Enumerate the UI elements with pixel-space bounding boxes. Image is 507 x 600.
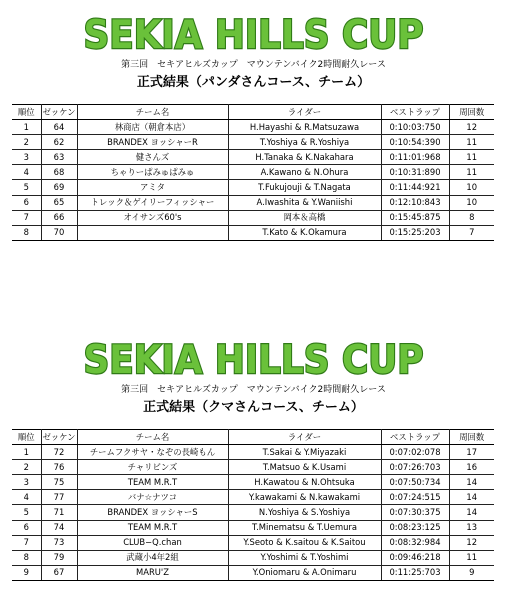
riders-cell: T.Yoshiya & R.Yoshiya <box>228 135 381 150</box>
team-cell: BRANDEX ヨッシャーR <box>77 135 228 150</box>
team-cell: 健さんズ <box>77 150 228 165</box>
riders-cell: H.Tanaka & K.Nakahara <box>228 150 381 165</box>
laps-cell: 14 <box>449 475 494 490</box>
laps-cell: 9 <box>449 565 494 580</box>
bib-cell: 65 <box>41 195 77 210</box>
table-row <box>12 565 494 580</box>
table-row <box>12 445 494 460</box>
riders-cell: H.Kawatou & N.Ohtsuka <box>228 475 381 490</box>
laps-cell: 13 <box>449 520 494 535</box>
best-lap-cell: 0:08:32:984 <box>381 535 449 550</box>
table-row <box>12 460 494 475</box>
col-header-rank: 順位 <box>12 105 41 120</box>
col-header-best-lap: ベストラップ <box>381 430 449 445</box>
team-cell: トレック＆ゲイリーフィッシャー <box>77 195 228 210</box>
team-cell: チャリビンズ <box>77 460 228 475</box>
laps-cell: 17 <box>449 445 494 460</box>
table-row <box>12 150 494 165</box>
bib-cell: 74 <box>41 520 77 535</box>
table-header-row <box>12 430 494 445</box>
laps-cell: 11 <box>449 135 494 150</box>
best-lap-cell: 0:11:25:703 <box>381 565 449 580</box>
team-cell: アミタ <box>77 180 228 195</box>
rank-cell: 3 <box>12 475 41 490</box>
table-row <box>12 165 494 180</box>
rank-cell: 2 <box>12 135 41 150</box>
bib-cell: 71 <box>41 505 77 520</box>
riders-cell: T.Sakai & Y.Miyazaki <box>228 445 381 460</box>
bib-cell: 75 <box>41 475 77 490</box>
bib-cell: 76 <box>41 460 77 475</box>
best-lap-cell: 0:07:26:703 <box>381 460 449 475</box>
riders-cell: Y.Oniomaru & A.Onimaru <box>228 565 381 580</box>
best-lap-cell: 0:08:23:125 <box>381 520 449 535</box>
rank-cell: 8 <box>12 225 41 240</box>
results-heading: 正式結果（パンダさんコース、チーム） <box>136 75 371 90</box>
table-row <box>12 135 494 150</box>
bib-cell: 67 <box>41 565 77 580</box>
rank-cell: 3 <box>12 150 41 165</box>
table-header-row <box>12 105 494 120</box>
rank-cell: 5 <box>12 180 41 195</box>
table-row <box>12 195 494 210</box>
results-heading: 正式結果（クマさんコース、チーム） <box>143 400 364 415</box>
best-lap-cell: 0:07:24:515 <box>381 490 449 505</box>
best-lap-cell: 0:10:03:750 <box>381 120 449 135</box>
rank-cell: 4 <box>12 490 41 505</box>
bib-cell: 62 <box>41 135 77 150</box>
table-row <box>12 180 494 195</box>
laps-cell: 11 <box>449 550 494 565</box>
riders-cell: T.Fukujouji & T.Nagata <box>228 180 381 195</box>
table-row <box>12 475 494 490</box>
riders-cell: T.Minematsu & T.Uemura <box>228 520 381 535</box>
rank-cell: 9 <box>12 565 41 580</box>
riders-cell: Y.kawakami & N.kawakami <box>228 490 381 505</box>
race-subtitle: 第三回 セキアヒルズカップ マウンテンバイク2時間耐久レース <box>121 385 386 395</box>
col-header-team: チーム名 <box>77 105 228 120</box>
col-header-rank: 順位 <box>12 430 41 445</box>
best-lap-cell: 0:07:50:734 <box>381 475 449 490</box>
riders-cell: 岡本＆高橋 <box>228 210 381 225</box>
laps-cell: 11 <box>449 150 494 165</box>
table-row <box>12 490 494 505</box>
bib-cell: 63 <box>41 150 77 165</box>
best-lap-cell: 0:10:31:890 <box>381 165 449 180</box>
riders-cell: Y.Yoshimi & T.Yoshimi <box>228 550 381 565</box>
riders-cell: T.Kato & K.Okamura <box>228 225 381 240</box>
bib-cell: 68 <box>41 165 77 180</box>
best-lap-cell: 0:15:45:875 <box>381 210 449 225</box>
bib-cell: 66 <box>41 210 77 225</box>
table-row <box>12 520 494 535</box>
logo-graphic <box>0 333 507 383</box>
laps-cell: 12 <box>449 120 494 135</box>
logo-text: SEKIA HILLS CUP <box>83 13 424 58</box>
laps-cell: 12 <box>449 535 494 550</box>
laps-cell: 16 <box>449 460 494 475</box>
team-cell: バナ☆ナツコ <box>77 490 228 505</box>
bib-cell: 70 <box>41 225 77 240</box>
col-header-bib: ゼッケン <box>41 105 77 120</box>
bib-cell: 72 <box>41 445 77 460</box>
table-row <box>12 505 494 520</box>
best-lap-cell: 0:09:46:218 <box>381 550 449 565</box>
bib-cell: 73 <box>41 535 77 550</box>
rank-cell: 2 <box>12 460 41 475</box>
team-cell: BRANDEX ヨッシャーS <box>77 505 228 520</box>
best-lap-cell: 0:11:44:921 <box>381 180 449 195</box>
rank-cell: 6 <box>12 195 41 210</box>
laps-cell: 14 <box>449 490 494 505</box>
bib-cell: 77 <box>41 490 77 505</box>
best-lap-cell: 0:07:30:375 <box>381 505 449 520</box>
col-header-best-lap: ベストラップ <box>381 105 449 120</box>
laps-cell: 8 <box>449 210 494 225</box>
best-lap-cell: 0:10:54:390 <box>381 135 449 150</box>
event-logo <box>0 333 507 383</box>
team-cell <box>77 225 228 240</box>
table-row <box>12 210 494 225</box>
col-header-riders: ライダー <box>228 105 381 120</box>
rank-cell: 8 <box>12 550 41 565</box>
bib-cell: 64 <box>41 120 77 135</box>
rank-cell: 1 <box>12 445 41 460</box>
best-lap-cell: 0:11:01:968 <box>381 150 449 165</box>
bib-cell: 69 <box>41 180 77 195</box>
team-cell: MARU'Z <box>77 565 228 580</box>
riders-cell: A.Kawano & N.Ohura <box>228 165 381 180</box>
results-table <box>12 429 494 581</box>
riders-cell: Y.Seoto & K.saitou & K.Saitou <box>228 535 381 550</box>
laps-cell: 10 <box>449 180 494 195</box>
laps-cell: 14 <box>449 505 494 520</box>
team-cell: 武蔵小4年2組 <box>77 550 228 565</box>
team-cell: TEAM M.R.T <box>77 520 228 535</box>
team-cell: ちゃりーぱみゅぱみゅ <box>77 165 228 180</box>
best-lap-cell: 0:12:10:843 <box>381 195 449 210</box>
col-header-team: チーム名 <box>77 430 228 445</box>
team-cell: CLUB−Q.chan <box>77 535 228 550</box>
rank-cell: 5 <box>12 505 41 520</box>
team-cell: TEAM M.R.T <box>77 475 228 490</box>
col-header-riders: ライダー <box>228 430 381 445</box>
table-row <box>12 120 494 135</box>
riders-cell: A.Iwashita & Y.Waniishi <box>228 195 381 210</box>
team-cell: 林商店（朝倉本店） <box>77 120 228 135</box>
table-row <box>12 535 494 550</box>
table-row <box>12 550 494 565</box>
best-lap-cell: 0:07:02:078 <box>381 445 449 460</box>
team-cell: チームフクサヤ・なぞの長崎もん <box>77 445 228 460</box>
best-lap-cell: 0:15:25:203 <box>381 225 449 240</box>
event-logo <box>0 8 507 58</box>
table-row <box>12 225 494 240</box>
riders-cell: T.Matsuo & K.Usami <box>228 460 381 475</box>
rank-cell: 6 <box>12 520 41 535</box>
laps-cell: 10 <box>449 195 494 210</box>
rank-cell: 7 <box>12 210 41 225</box>
col-header-laps: 周回数 <box>449 105 494 120</box>
riders-cell: N.Yoshiya & S.Yoshiya <box>228 505 381 520</box>
results-table <box>12 104 494 241</box>
rank-cell: 4 <box>12 165 41 180</box>
race-subtitle: 第三回 セキアヒルズカップ マウンテンバイク2時間耐久レース <box>121 60 386 70</box>
riders-cell: H.Hayashi & R.Matsuzawa <box>228 120 381 135</box>
laps-cell: 11 <box>449 165 494 180</box>
team-cell: オイサンズ60's <box>77 210 228 225</box>
rank-cell: 1 <box>12 120 41 135</box>
rank-cell: 7 <box>12 535 41 550</box>
col-header-laps: 周回数 <box>449 430 494 445</box>
col-header-bib: ゼッケン <box>41 430 77 445</box>
bib-cell: 79 <box>41 550 77 565</box>
laps-cell: 7 <box>449 225 494 240</box>
logo-graphic <box>0 8 507 58</box>
logo-text: SEKIA HILLS CUP <box>83 338 424 383</box>
